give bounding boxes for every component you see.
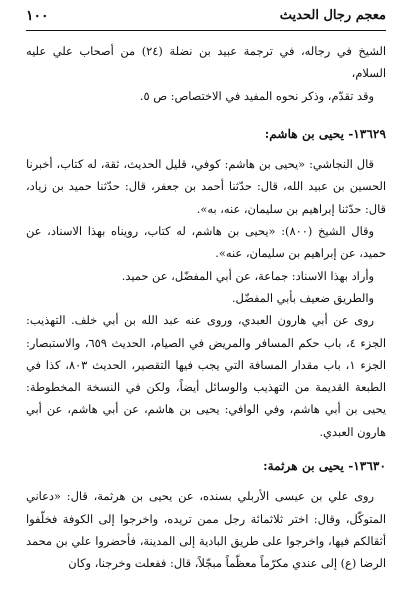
entry-heading-13629: ١٣٦٢٩- يحيى بن هاشم: <box>264 126 386 141</box>
page-body <box>26 40 386 575</box>
book-title: معجم رجال الحديث <box>279 8 386 23</box>
shaykh-paragraph: وقال الشيخ (٨٠٠): «يحيى بن هاشم، له كتاب، رويناه بهذا الاسناد، عن حميد، عن إبراهيم بن سليمان، عنه». <box>26 224 386 261</box>
isnad-paragraph: وأراد بهذا الاسناد: جماعة، عن أبي المفضّل، عن حميد. <box>121 268 374 283</box>
najashi-paragraph: قال النجاشي: «يحيى بن هاشم: كوفي، قليل الحديث، ثقة، له كتاب، أخبرنا الحسين بن عبيد الله، قال: حدّثنا أحمد بن جعفر، قال: حدّثنا حميد بن زياد، قال: حدّثنا إبراهيم بن سليمان، عنه، به». <box>26 157 386 216</box>
page-header <box>26 6 386 31</box>
page-number: ١٠٠ <box>26 8 49 24</box>
intro-line-1: الشيخ في رجاله، في ترجمة عبيد بن نضلة (٢٤) من أصحاب علي عليه السلام، <box>26 44 386 81</box>
harthama-paragraph: روى علي بن عيسى الأربلي بسنده، عن يحيى بن هرثمة، قال: «دعاني المتوكّل، وقال: اختر ثلاثمائة رجل ممن تريده، واخرجوا إلى الكوفة فخلّفوا أثقالكم فيها، واخرجوا على طريق البادية إلى المدينة، فأحضروا علي بن محمد الرضا (ع) إلى عندي مكرّماً معظّماً مبجّلاً، قال: ففعلت وخرجنا، وكان <box>26 489 386 571</box>
intro-line-2: وقد تقدّم، وذكر نحوه المفيد في الاختصاص: ص ٥. <box>139 88 374 103</box>
narrations-paragraph: روى عن أبي هارون العبدي، وروى عنه عبد الله بن أبي خلف. التهذيب: الجزء ٤، باب حكم المسافر والمريض في الصيام، الحديث ٦٥٩، والاستبصار: الجزء ١، باب مقدار المسافة التي يجب فيها التقصير، الحديث ٨٠٣، كذا في الطبعة القديمة من التهذيب والوسائل أيضاً، ولكن في النسخة المخطوطة: يحيى بن أبي هاشم، وفي الوافي: يحيى بن هاشم، عن أبي هاشم، عن أبي هارون العبدي. <box>26 313 386 439</box>
tariq-paragraph: والطريق ضعيف بأبي المفضّل. <box>231 290 374 305</box>
entry-heading-13630: ١٣٦٣٠- يحيى بن هرثمة: <box>263 459 386 474</box>
